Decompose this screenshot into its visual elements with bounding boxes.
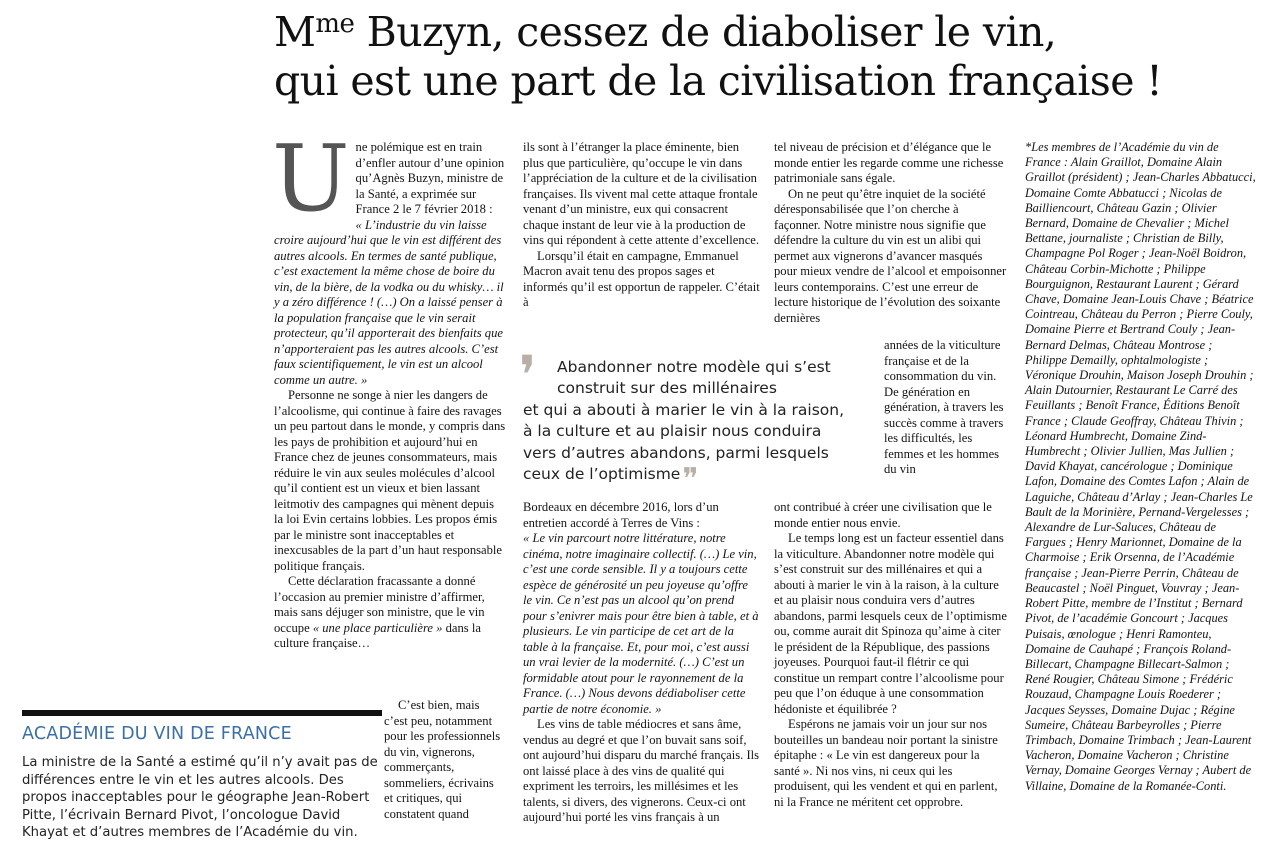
- paragraph-abroad: ils sont à l’étranger la place éminente, bien plus que particulière, qu’occupe le vin dans l’appréciation de la culture et de la civilisation françaises. Ils vivent mal cette attaque frontale venant d’un ministre, eux qui consacrent chaque instant de leur vie à la production de vins qui répondent à cette attente d’excellence.: [523, 140, 760, 247]
- quote-close-icon: ❞: [682, 462, 699, 498]
- pull-quote-line: et qui a abouti à marier le vin à la raison,: [523, 400, 844, 419]
- paragraph-declaration-end: dans la culture française…: [274, 620, 481, 650]
- paragraph-alcoholism: Personne ne songe à nier les dangers de l’alcoolisme, qui continue à faire des ravages un peu partout dans le monde, y compris dans les pays de prohibition et aujourd’hui en France chez de jeunes consommateurs, mais réduire le vin aux seules molécules d’alcool qu’il contient est un vieux et bien lassant leitmotiv des campagnes qui mènent depuis la loi Evin certains lobbies. Les propos émis par le ministre sont inacceptables et inexcusables de la part d’un haut responsable politique français.: [274, 388, 506, 573]
- box-title: ACADÉMIE DU VIN DE FRANCE: [22, 724, 292, 744]
- paragraph-macron: Lorsqu’il était en campagne, Emmanuel Macron avait tenu des propos sages et informés qu’il est opportun de rappeler. C’était à: [523, 248, 760, 309]
- headline-sup: me: [315, 9, 355, 39]
- paragraph-society: On ne peut qu’être inquiet de la société déresponsabilisée que l’on cherche à façonner. Notre ministre nous signifie que défendre la culture du vin est un alibi qui permet aux vignerons d’avancer masqués pour mieux vendre de l’alcool et empoisonner leurs contemporains. C’est une erreur de lecture historique de l’évolution des soixante dernières: [774, 186, 1007, 325]
- pull-quote-line: ceux de l’optimisme: [523, 465, 681, 484]
- headline-line2: qui est une part de la civilisation française !: [274, 57, 1163, 105]
- article-column-1-continued: [384, 698, 504, 822]
- headline-line1: Buzyn, cessez de diaboliser le vin,: [354, 8, 1057, 56]
- paragraph-hope: Espérons ne jamais voir un jour sur nos bouteilles un bandeau noir portant la sinistre épitaphe : « Le vin est dangereux pour la santé ». Ni nos vins, ni ceux qui les produisent, qui les vendent et qui en parlent, ni la France ne méritent cet opprobre.: [774, 717, 998, 809]
- paragraph-generations: années de la viticulture française et de la consommation du vin. De génération en génération, à travers les succès comme à travers les difficultés, les femmes et les hommes du vin: [884, 338, 1004, 476]
- paragraph-long-time: Le temps long est un facteur essentiel dans la viticulture. Abandonner notre modèle qui s’est construit sur des millénaires et qui a abouti à marier le vin à la raison, à la culture et au plaisir nous conduira vers d’autres abandons, parmi lesquels ceux de l’optimisme ou, comme aurait dit Spinoza qu’aime à citer le président de la République, des passions joyeuses. Pourquoi faut-il flétrir ce qui constitue un rempart contre l’alcoolisme pour peu que l’on éduque à une consommation hédoniste et équilibrée ?: [774, 531, 1007, 716]
- box-summary: La ministre de la Santé a estimé qu’il n’y avait pas de différences entre le vin et les autres alcools. Des propos inacceptables pour le géographe Jean-Robert Pitte, l’écrivain Bernard Pivot, l’oncologue David Khayat et d’autres membres de l’Académie du vin.: [22, 755, 378, 840]
- quote-open-icon: ❜: [519, 344, 537, 407]
- article-column-2: [523, 140, 760, 311]
- quote-macron: « Le vin parcourt notre littérature, notre cinéma, notre imaginaire collectif. (…) Le vin, c’est une corde sensible. Il y a toujours cette espèce de générosité un peu joyeuse qu’offre le vin. Ce n’est pas un alcool qu’on prend pour s’enivrer mais pour être bien à table, et à plusieurs. Le vin participe de cet art de la table à la française. Et, pour moi, c’est aussi un vrai levier de la modernité. (…) C’est un formidable atout pour le rayonnement de la France. (…) Nous devons dédiaboliser cette partie de notre économie. »: [523, 531, 759, 716]
- drop-cap: U: [272, 125, 350, 232]
- paragraph-declaration: [274, 574, 506, 652]
- paragraph-precision: tel niveau de précision et d’élégance que le monde entier les regarde comme une richesse patrimoniale sans égale.: [774, 140, 1004, 185]
- paragraph-intro: ne polémique est en train d’enfler autour d’une opinion qu’Agnès Buzyn, ministre de la Santé, a exprimée sur France 2 le 7 février 2018 :: [355, 140, 505, 216]
- quote-buzyn: « L’industrie du vin laisse croire aujourd’hui que le vin est différent des autres alcools. En termes de santé publique, c’est exactement la même chose de boire du vin, de la bière, de la vodka ou du whisky… il y a zéro différence ! (…) On a laissé penser à la population française que le vin serait protecteur, qu’il apporterait des bienfaits que n’apporteraient pas les autres alcools. C’est faux scientifiquement, le vin est un alcool comme un autre. »: [274, 217, 504, 387]
- article-column-1: [272, 125, 506, 652]
- pull-quote-line: vers d’autres abandons, parmi lesquels: [523, 443, 829, 462]
- paragraph-declaration-start: Cette déclaration fracassante a donné l’occasion au premier ministre d’affirmer, mais sans déjuger son ministre, que le vin occupe: [274, 574, 485, 635]
- pull-quote-last-line: [523, 462, 868, 498]
- paragraph-declaration-quote: « une place particulière »: [312, 620, 443, 635]
- article-column-3-continued: [774, 500, 1008, 810]
- paragraph-professionals: C’est bien, mais c’est peu, notamment pour les professionnels du vin, vignerons, commerçants, sommeliers, écrivains et critiques, qui constatent quand: [384, 698, 501, 821]
- paragraph-table-wines: Les vins de table médiocres et sans âme, vendus au degré et que l’on buvait sans soif, ont aujourd’hui disparu du marché français. Ils ont laissé place à des vins de qualité qui expriment les terroirs, les millésimes et les talents, si divers, des vignerons. Ceux-ci ont aujourd’hui porté les vins français à un: [523, 717, 760, 824]
- headline: [274, 8, 1264, 106]
- article-column-3-narrow: [884, 338, 1008, 478]
- article-column-2-continued: [523, 500, 760, 826]
- pull-quote-line: construit sur des millénaires: [557, 379, 777, 398]
- signatories-list: *Les membres de l’Académie du vin de France : Alain Graillot, Domaine Alain Graillot (président) ; Jean-Charles Abbatucci, Domaine Comte Abbatucci ; Nicolas de Bailliencourt, Château Gazin ; Olivier Bernard, Domaine de Chevalier ; Michel Bettane, journaliste ; Christian de Billy, Champagne Pol Roger ; Jean-Noël Boidron, Château Corbin-Michotte ; Philippe Bourguignon, Restaurant Laurent ; Gérard Chave, Domaine Jean-Louis Chave ; Béatrice Cointreau, Château du Perron ; Pierre Couly, Domaine Pierre et Bertrand Couly ; Jean-Bernard Delmas, Château Montrose ; Philippe Demailly, ophtalmologiste ; Véronique Drouhin, Maison Joseph Drouhin ; Alain Dutournier, Restaurant Le Carré des Feuillants ; Benoît France, Éditions Benoît France ; Claude Geoffray, Château Thivin ; Léonard Humbrecht, Domaine Zind-Humbrecht ; Olivier Jullien, Mas Jullien ; David Khayat, cancérologue ; Dominique Lafon, Domaine des Comtes Lafon ; Alain de Laguiche, Château d’Arlay ; Jean-Charles Le Bault de la Morinière, Pernand-Vergelesses ; Alexandre de Lur-Saluces, Château de Fargues ; Henry Marionnet, Domaine de la Charmoise ; Erik Orsenna, de l’Académie française ; Jean-Pierre Perrin, Château de Beaucastel ; Noël Pinguet, Vouvray ; Jean-Robert Pitte, membre de l’Institut ; Bernard Pivot, de l’académie Goncourt ; Jacques Puisais, œnologue ; Henri Ramonteu, Domaine de Cauhapé ; François Roland-Billecart, Champagne Billecart-Salmon ; René Rougier, Château Simone ; Frédéric Rouzaud, Champagne Louis Roederer ; Jacques Seysses, Domaine Dujac ; Régine Sumeire, Château Barbeyrolles ; Pierre Trimbach, Domaine Trimbach ; Jean-Laurent Vacheron, Domaine Vacheron ; Christine Vernay, Domaine Georges Vernay ; Aubert de Villaine, Domaine de la Romanée-Conti.: [1025, 140, 1256, 793]
- pull-quote-line: à la culture et au plaisir nous conduira: [523, 422, 822, 441]
- box-top-rule: [22, 710, 382, 716]
- signatories-column: [1025, 140, 1257, 794]
- pull-quote-line: Abandonner notre modèle qui s’est: [557, 358, 831, 376]
- article-column-3: [774, 140, 1008, 326]
- pull-quote: [519, 344, 868, 498]
- paragraph-bordeaux: Bordeaux en décembre 2016, lors d’un entretien accordé à Terres de Vins :: [523, 500, 719, 530]
- headline-prefix: M: [274, 8, 316, 56]
- paragraph-civilisation: ont contribué à créer une civilisation que le monde entier nous envie.: [774, 500, 992, 530]
